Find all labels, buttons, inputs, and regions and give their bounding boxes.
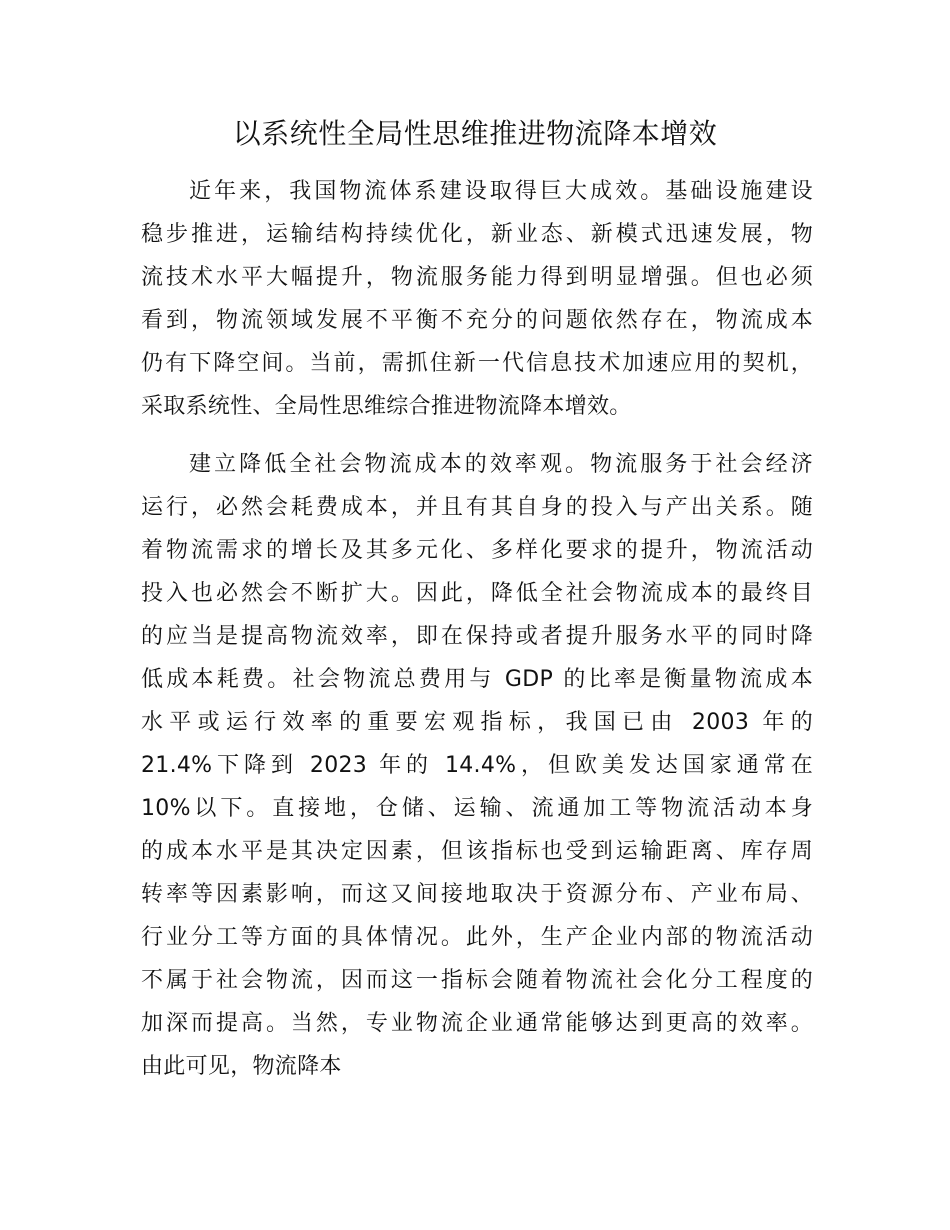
text-line: 10%以下。直接地，仓储、运输、流通加工等物流活动本身 xyxy=(141,796,813,821)
text-line: 建立降低全社会物流成本的效率观。物流服务于社会经济 xyxy=(189,452,813,477)
text-line: 不属于社会物流，因而这一指标会随着物流社会化分工程度的 xyxy=(141,968,813,993)
text-line: 21.4%下降到 2023 年的 14.4%，但欧美发达国家通常在 xyxy=(141,753,813,778)
document-title: 以系统性全局性思维推进物流降本增效 xyxy=(232,117,718,150)
text-line: 加深而提高。当然，专业物流企业通常能够达到更高的效率。 xyxy=(141,1011,813,1036)
document-body xyxy=(141,170,813,1088)
text-line: 运行，必然会耗费成本，并且有其自身的投入与产出关系。随 xyxy=(141,495,813,520)
text-line: 行业分工等方面的具体情况。此外，生产企业内部的物流活动 xyxy=(141,925,813,950)
text-line: 稳步推进，运输结构持续优化，新业态、新模式迅速发展，物 xyxy=(141,222,813,247)
paragraph-1 xyxy=(141,170,813,428)
text-line: 投入也必然会不断扩大。因此，降低全社会物流成本的最终目 xyxy=(141,581,813,606)
text-line: 近年来，我国物流体系建设取得巨大成效。基础设施建设 xyxy=(189,179,813,204)
text-line: 仍有下降空间。当前，需抓住新一代信息技术加速应用的契机， xyxy=(141,351,813,376)
text-line: 的成本水平是其决定因素，但该指标也受到运输距离、库存周 xyxy=(141,839,813,864)
text-line: 转率等因素影响，而这又间接地取决于资源分布、产业布局、 xyxy=(141,882,813,907)
text-line: 流技术水平大幅提升，物流服务能力得到明显增强。但也必须 xyxy=(141,265,813,290)
text-line: 着物流需求的增长及其多元化、多样化要求的提升，物流活动 xyxy=(141,538,813,563)
text-line: 的应当是提高物流效率，即在保持或者提升服务水平的同时降 xyxy=(141,624,813,649)
text-line: 低成本耗费。社会物流总费用与 GDP 的比率是衡量物流成本 xyxy=(141,667,813,692)
text-line: 看到，物流领域发展不平衡不充分的问题依然存在，物流成本 xyxy=(141,308,813,333)
text-line: 水平或运行效率的重要宏观指标，我国已由 2003 年的 xyxy=(141,710,813,735)
text-line: 采取系统性、全局性思维综合推进物流降本增效。 xyxy=(141,394,632,419)
paragraph-gap xyxy=(141,428,813,443)
paragraph-2 xyxy=(141,443,813,1088)
text-line: 由此可见，物流降本 xyxy=(141,1054,342,1079)
